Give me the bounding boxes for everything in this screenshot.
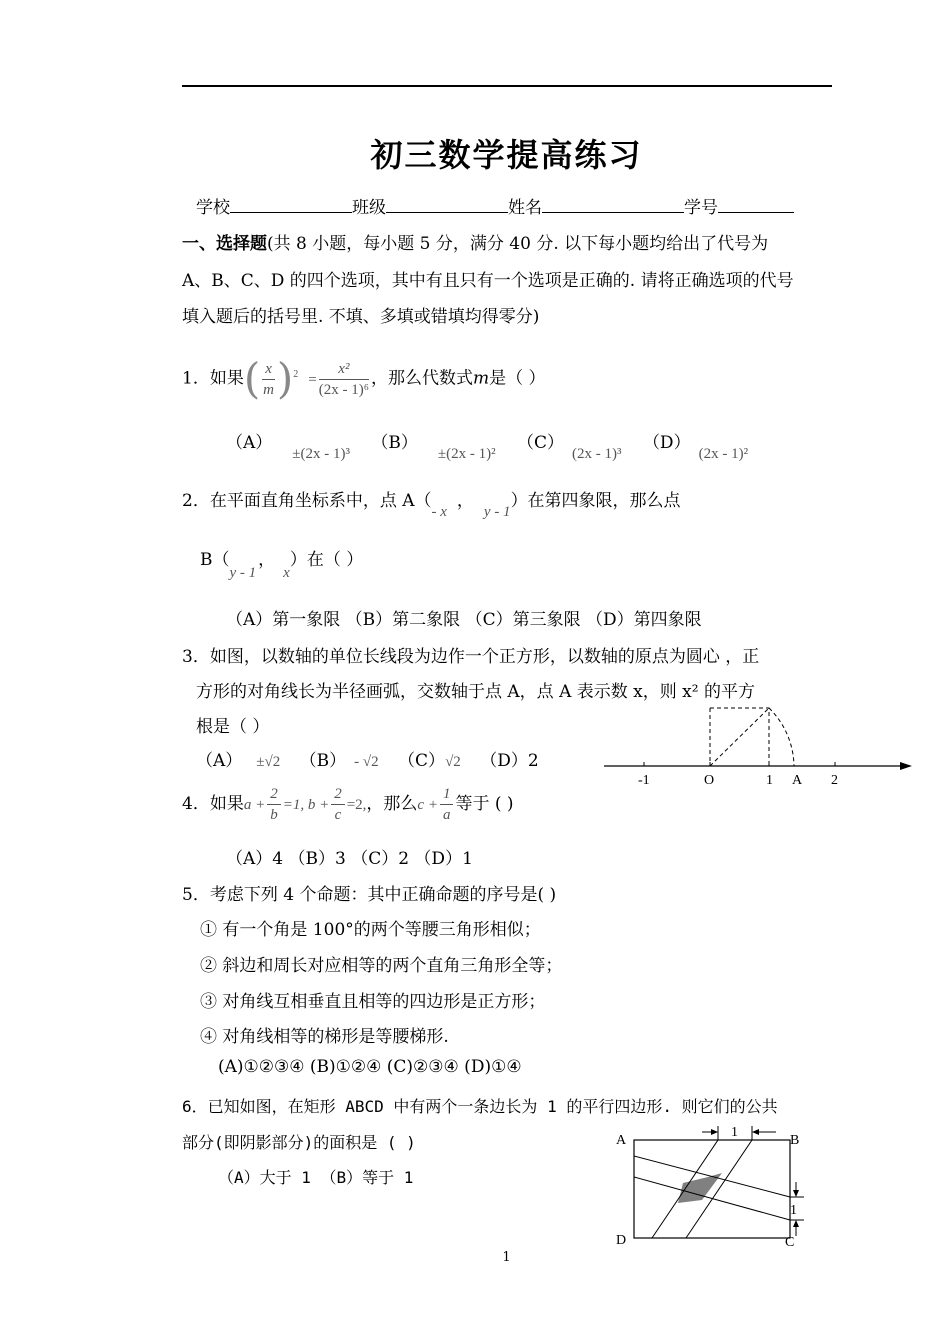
paren-right: ) <box>276 354 294 404</box>
q2-coord4: x <box>283 565 290 581</box>
section-intro-line-1 <box>182 229 768 254</box>
q4-expr-a: a + <box>243 797 266 813</box>
q4-suffix2: 等于 ( ) <box>455 794 514 814</box>
q4-mid: =1, b + <box>282 797 330 813</box>
q1-prefix: 1．如果 <box>182 368 244 389</box>
q2-text-d: ）在（ ） <box>289 550 364 570</box>
q1-opt-d[interactable]: (2x - 1)² <box>698 446 749 462</box>
q1-opt-b-label: （B） <box>371 433 418 453</box>
q1-power: 2 <box>293 369 299 380</box>
q4-expr-c: c + <box>417 797 438 813</box>
q6-line-1: 6．已知如图，在矩形 ABCD 中有两个一条边长为 1 的平行四边形. 则它们的公共 <box>182 1097 778 1116</box>
class-field[interactable] <box>386 195 508 213</box>
q4-options: （A）4 （B）3 （C）2 （D）1 <box>226 849 473 869</box>
question-2-line-1 <box>182 486 681 521</box>
intro-text-1: (共 8 小题，每小题 5 分，满分 40 分. 以下每小题均给出了代号为 <box>267 234 769 254</box>
q1-options <box>226 428 748 463</box>
q1-rhs-den: (2x - 1)⁶ <box>318 381 369 398</box>
axis-label-origin: O <box>704 773 715 788</box>
q5-item: ② 斜边和周长对应相等的两个直角三角形全等； <box>200 956 563 976</box>
q2-text-c: B（ <box>200 550 230 570</box>
q5-item: ④ 对角线相等的梯形是等腰梯形. <box>200 1027 449 1047</box>
q5-options: (A)①②③④ (B)①②④ (C)②③④ (D)①④ <box>218 1057 522 1077</box>
q1-opt-c[interactable]: (2x - 1)³ <box>572 446 622 462</box>
vertex-label-a: A <box>616 1133 627 1148</box>
q5-item: ③ 对角线互相垂直且相等的四边形是正方形； <box>200 992 546 1012</box>
q4-f1-den: b <box>270 807 278 823</box>
q1-frac-num: x <box>262 359 275 380</box>
q3-opt-c-label: （C） <box>398 751 446 771</box>
paren-left: ( <box>243 354 261 404</box>
q4-end: =2, <box>346 797 367 813</box>
q1-opt-a[interactable]: ±(2x - 1)³ <box>292 446 350 462</box>
dim-label-top: 1 <box>731 1125 738 1140</box>
arrowhead <box>711 1129 718 1135</box>
q1-opt-d-label: （D） <box>642 433 691 453</box>
q1-opt-c-label: （C） <box>517 433 565 453</box>
q3-opt-d[interactable]: （D）2 <box>480 751 539 771</box>
q6-options: （A）大于 1 （B）等于 1 <box>218 1168 414 1187</box>
q3-opt-a[interactable]: ±√2 <box>256 754 281 770</box>
q3-line-3: 根是（ ） <box>196 717 270 737</box>
school-label: 学校 <box>196 198 230 218</box>
arc <box>769 708 794 766</box>
axis-label-1: 1 <box>766 773 773 788</box>
rectangle-abcd <box>634 1140 790 1238</box>
q1-suffix2: 是（ ） <box>489 368 546 389</box>
axis-label-neg1: -1 <box>638 773 650 788</box>
question-1 <box>182 345 546 410</box>
q4-frac-3 <box>440 784 454 825</box>
q3-line-2: 方形的对角线长为半径画弧，交数轴于点 A，点 A 表示数 x，则 x² 的平方 <box>196 682 755 702</box>
section-heading: 一、选择题 <box>182 234 267 254</box>
q4-f3-den: a <box>442 807 451 823</box>
q4-suffix: ，那么 <box>366 794 418 814</box>
axis-label-a: A <box>792 773 803 788</box>
q5-item: ① 有一个角是 100°的两个等腰三角形相似； <box>200 920 541 940</box>
rectangle-figure <box>610 1120 810 1248</box>
page-title: 初三数学提高练习 <box>370 136 643 174</box>
q4-prefix: 4．如果 <box>182 794 244 814</box>
q3-opt-b[interactable]: - √2 <box>354 754 379 770</box>
q2-coord3: y - 1 <box>229 565 257 581</box>
section-intro-line-3: 填入题后的括号里. 不填、多填或错填均得零分) <box>182 307 540 327</box>
q1-rhs-frac <box>319 359 369 400</box>
section-intro-line-2: A、B、C、D 的四个选项，其中有且只有一个选项是正确的. 请将正确选项的代号 <box>182 271 794 291</box>
q3-options <box>196 746 539 771</box>
q4-f3-num: 1 <box>440 784 454 805</box>
q1-suffix: ，那么代数式 <box>370 368 473 389</box>
q1-opt-a-label: （A） <box>226 433 273 453</box>
header-rule <box>182 85 832 87</box>
arrowhead <box>793 1190 799 1197</box>
q5-stem: 5．考虑下列 4 个命题：其中正确命题的序号是( ) <box>182 885 557 905</box>
page-number: 1 <box>502 1250 511 1265</box>
axis-label-2: 2 <box>831 773 838 788</box>
name-label: 姓名 <box>508 198 542 218</box>
dim-label-right: 1 <box>790 1203 797 1218</box>
q2-comma: ， <box>456 491 474 511</box>
q1-frac <box>262 359 275 400</box>
number-label: 学号 <box>684 198 718 218</box>
q2-coord2: y - 1 <box>483 504 511 520</box>
q1-eq: = <box>308 371 317 388</box>
q2-text-a: 2．在平面直角坐标系中，点 A（ <box>182 491 432 511</box>
q4-f1-num: 2 <box>267 784 281 805</box>
square-and-diagonal <box>710 708 769 766</box>
q4-frac-1 <box>267 784 281 825</box>
q2-text-b: ）在第四象限，那么点 <box>510 491 681 511</box>
q4-f2-num: 2 <box>331 784 345 805</box>
vertex-label-d: D <box>616 1233 627 1248</box>
q1-var: m <box>472 368 490 389</box>
axis-arrow <box>900 762 912 770</box>
q6-line-2: 部分(即阴影部分)的面积是 ( ) <box>182 1133 416 1152</box>
question-4 <box>182 782 514 827</box>
q1-frac-den: m <box>263 381 274 398</box>
parallelogram-1-top <box>634 1156 790 1197</box>
q3-opt-a-label: （A） <box>196 751 243 771</box>
arrowhead <box>752 1129 759 1135</box>
q1-rhs-num: x² <box>319 359 369 380</box>
q4-f2-den: c <box>334 807 342 823</box>
q2-comma-2: ， <box>258 550 276 570</box>
name-field[interactable] <box>542 195 684 213</box>
student-info-row <box>196 193 794 218</box>
vertex-label-c: C <box>785 1235 795 1248</box>
q2-options: （A）第一象限 （B）第二象限 （C）第三象限 （D）第四象限 <box>226 610 702 630</box>
vertex-label-b: B <box>790 1133 800 1148</box>
q3-opt-c[interactable]: √2 <box>445 754 461 770</box>
arrowhead <box>793 1220 799 1227</box>
q1-opt-b[interactable]: ±(2x - 1)² <box>437 446 496 462</box>
q3-opt-b-label: （B） <box>299 751 347 771</box>
q3-line-1: 3．如图，以数轴的单位长线段为边作一个正方形，以数轴的原点为圆心 ，正 <box>182 647 760 667</box>
class-label: 班级 <box>352 198 386 218</box>
question-2-line-2 <box>200 545 363 582</box>
number-line-figure <box>600 700 920 795</box>
number-field[interactable] <box>718 195 794 213</box>
school-field[interactable] <box>230 195 352 213</box>
q2-coord1: - x <box>431 504 447 520</box>
q4-frac-2 <box>331 784 345 825</box>
